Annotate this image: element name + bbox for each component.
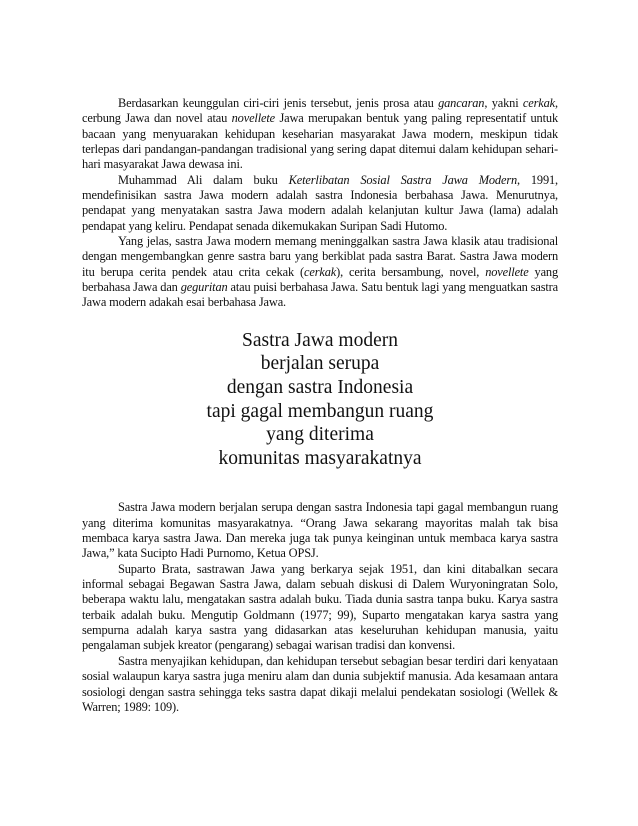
pull-quote-line: Sastra Jawa modern: [242, 329, 398, 351]
text-run: , 1991, mendefinisikan sastra Jawa modern adalah sastra Indonesia berbahasa Jawa. Menurutnya, pendapat yang menyatakan sastra Jawa modern adalah kelanjutan kultur Jawa (lama) adalah pendapat yang keliru. Pendapat senada dikemukakan Suripan Sadi Hutomo.: [82, 172, 559, 233]
pull-quote: [82, 329, 558, 471]
document-page: [82, 96, 558, 715]
text-run: Muhammad Ali dalam buku: [118, 172, 289, 187]
text-run: , yakni: [484, 96, 523, 110]
italic-term: cerkak: [304, 264, 337, 279]
italic-term: novellete: [231, 111, 276, 126]
text-run: Berdasarkan keunggulan ciri-ciri jenis tersebut, jenis prosa atau: [118, 96, 439, 110]
italic-term: cerkak: [522, 96, 556, 110]
pull-quote-line: yang diterima: [266, 424, 374, 446]
text-run: , cerbung Jawa dan novel atau: [82, 96, 558, 126]
text-run: Jawa merupakan bentuk yang paling representatif untuk bacaan yang menyuarakan kehidupan keseharian masyarakat Jawa modern, meskipun tidak terlepas dari pandangan-pandangan tradisional yang sering dapat ditemui dalam kehidupan sehari-hari masyarakat Jawa dewasa ini.: [82, 111, 558, 172]
text-run: Sastra Jawa modern berjalan serupa dengan sastra Indonesia tapi gagal membangun ruang yang diterima komunitas masyarakatnya. “Orang Jawa sekarang mayoritas malah tak bisa membaca karya sastra Jawa. Dan mereka juga tak punya keinginan untuk membaca karya sastra Jawa,” kata Sucipto Hadi Purnomo, Ketua OPSJ.: [82, 500, 558, 561]
paragraph: [82, 173, 558, 234]
paragraph: [82, 234, 558, 311]
text-run: ), cerita bersambung, novel,: [336, 264, 486, 279]
text-run: yang berbahasa Jawa dan: [82, 264, 559, 295]
paragraph: [82, 562, 558, 654]
paragraph: [82, 654, 558, 715]
pull-quote-line: berjalan serupa: [260, 353, 380, 375]
body-section-2: [82, 500, 558, 715]
text-run: Yang jelas, sastra Jawa modern memang meninggalkan sastra Jawa klasik atau tradisional dengan mengembangkan genre sastra baru yang berkiblat pada sastra Barat. Sastra Jawa modern itu berupa cerita pendek atau crita cekak (: [82, 234, 558, 279]
paragraph: [82, 500, 558, 561]
pull-quote-line: tapi gagal membangun ruang: [206, 400, 434, 422]
pull-quote-line: dengan sastra Indonesia: [226, 377, 414, 398]
paragraph: [82, 96, 558, 173]
text-run: Sastra menyajikan kehidupan, dan kehidupan tersebut sebagian besar terdiri dari kenyataan sosial walaupun karya sastra juga meniru alam dan dunia subjektif manusia. Ada kesamaan antara sosiologi dengan sastra sehingga teks sastra dapat dikaji melalui pendekatan sosiologi (Wellek & Warren; 1989: 109).: [82, 653, 558, 714]
italic-term: geguritan: [180, 280, 228, 295]
body-section-1: [82, 96, 558, 311]
text-run: atau puisi berbahasa Jawa. Satu bentuk lagi yang menguatkan sastra Jawa modern adakah esai berbahasa Jawa.: [82, 280, 558, 310]
italic-term: Keterlibatan Sosial Sastra Jawa Modern: [288, 172, 518, 187]
italic-term: gancaran: [438, 96, 485, 110]
text-run: Suparto Brata, sastrawan Jawa yang berkarya sejak 1951, dan kini ditabalkan secara informal sebagai Begawan Sastra Jawa, dalam sebuah diskusi di Dalem Wuryoningratan Solo, beberapa waktu lalu, mengatakan sastra adalah buku. Tiada dunia sastra tanpa buku. Karya sastra terbaik adalah buku. Mengutip Goldmann (1977; 99), Suparto mengatakan karya sastra yang sempurna adalah karya sastra yang didasarkan atas keseluruhan kehidupan manusia, yaitu pengalaman subjek kreator (pengarang) sebagai warisan tradisi dan konvensi.: [82, 561, 558, 653]
italic-term: novellete: [485, 264, 529, 279]
pull-quote-line: komunitas masyarakatnya: [218, 447, 422, 469]
